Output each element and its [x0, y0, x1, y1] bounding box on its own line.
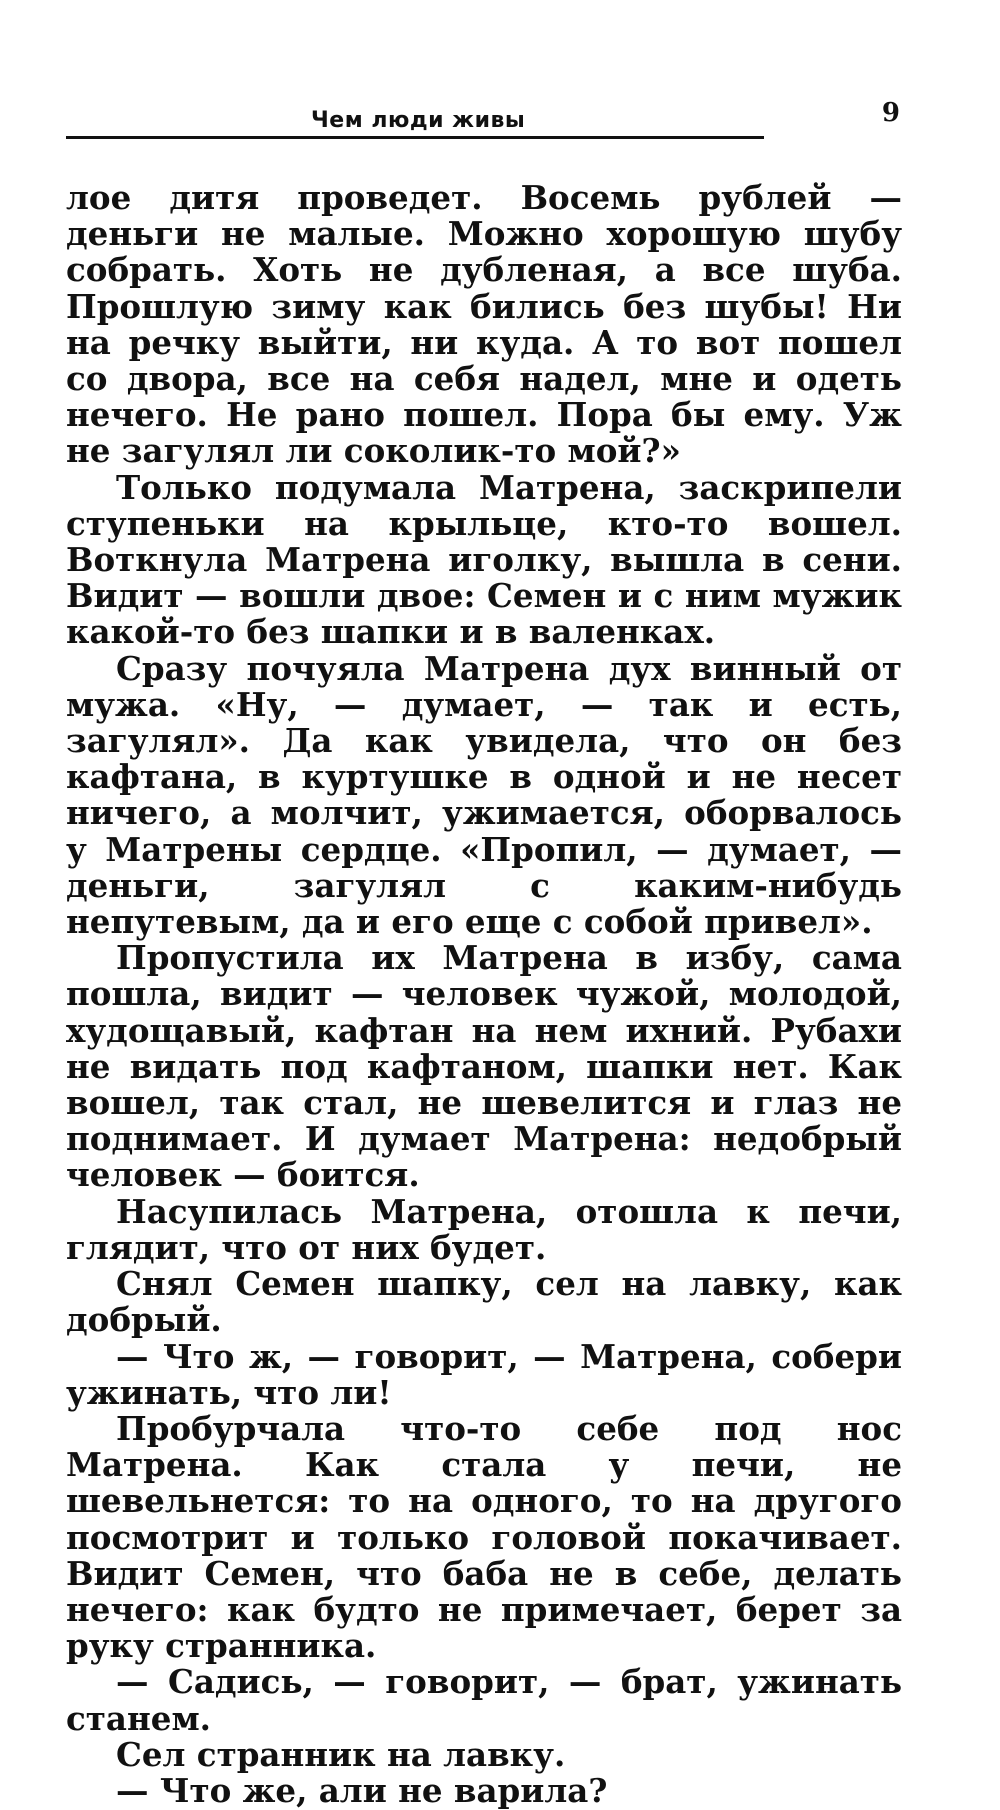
header-rule	[66, 136, 764, 139]
paragraph: Сразу почуяла Матрена дух винный от мужа. «Ну, — думает, — так и есть, загулял». Да как увидела, что он без кафтана, в куртушке в одной и не несет ничего, а молчит, ужимается, оборвалось у Матрены сердце. «Пропил, — думает, — деньги, загулял с каким-нибудь непутевым, да и его еще с собой привел».	[66, 648, 902, 942]
paragraph: Насупилась Матрена, отошла к печи, глядит, что от них будет.	[66, 1191, 902, 1267]
paragraph: Пропустила их Матрена в избу, сама пошла, видит — человек чужой, молодой, худощавый, кафтан на нем ихний. Рубахи не видать под кафтаном, шапки нет. Как вошел, так стал, не шевелится и глаз не поднимает. И думает Матрена: недобрый человек — боится.	[66, 938, 902, 1195]
text-body	[66, 180, 902, 1809]
paragraph: Сел странник на лавку.	[116, 1734, 566, 1774]
paragraph: лое дитя проведет. Восемь рублей — деньги не малые. Можно хорошую шубу собрать. Хоть не дубленая, а все шуба. Прошлую зиму как бились без шубы! Ни на речку выйти, ни куда. А то вот пошел со двора, все на себя надел, мне и одеть нечего. Не рано пошел. Пора бы ему. Уж не загулял ли соколик-то мой?»	[66, 178, 902, 471]
dialogue-line: — Что ж, — говорит, — Матрена, собери ужинать, что ли!	[66, 1336, 902, 1412]
paragraph: Снял Семен шапку, сел на лавку, как добрый.	[66, 1264, 902, 1340]
paragraph: Только подумала Матрена, заскрипели ступеньки на крыльце, кто-то вошел. Воткнула Матрена иголку, вышла в сени. Видит — вошли двое: Семен и с ним мужик какой-то без шапки и в валенках.	[66, 467, 902, 652]
paragraph: Пробурчала что-то себе под нос Матрена. Как стала у печи, не шевельнется: то на одного, то на другого посмотрит и только головой покачивает. Видит Семен, что баба не в себе, делать нечего: как будто не примечает, берет за руку странника.	[66, 1408, 902, 1666]
dialogue-line: — Что же, али не варила?	[116, 1770, 608, 1810]
running-header	[66, 98, 900, 138]
running-title: Чем люди живы	[311, 108, 526, 133]
dialogue-line: — Садись, — говорит, — брат, ужинать станем.	[66, 1662, 902, 1738]
page-number: 9	[881, 98, 900, 128]
